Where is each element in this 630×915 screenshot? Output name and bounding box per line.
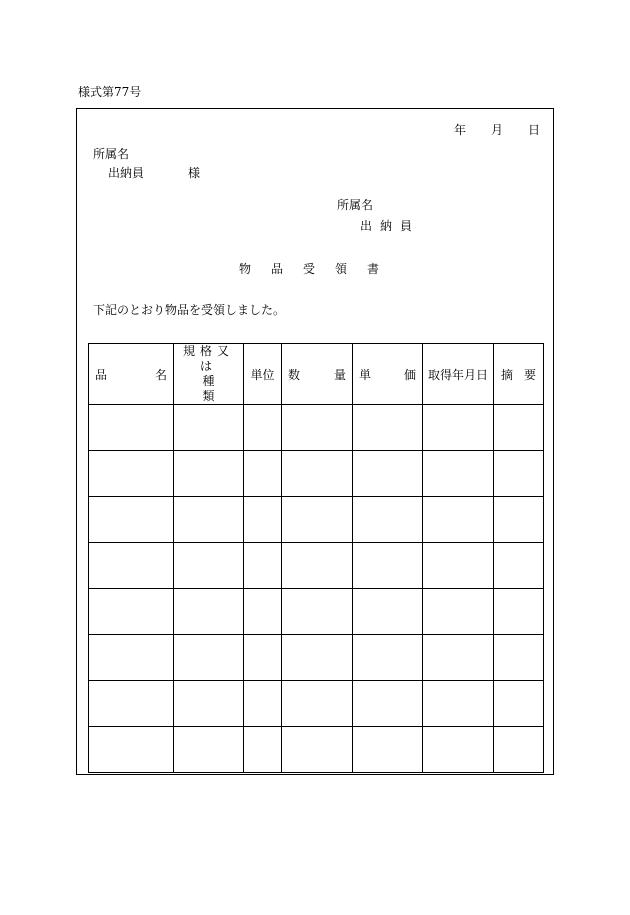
table-cell[interactable] [282, 727, 353, 773]
table-row [89, 589, 544, 635]
table-cell[interactable] [282, 635, 353, 681]
table-cell[interactable] [89, 497, 174, 543]
recipient-honorific: 様 [188, 166, 201, 180]
table-cell[interactable] [494, 681, 544, 727]
table-cell[interactable] [282, 681, 353, 727]
table-cell[interactable] [244, 681, 282, 727]
table-cell[interactable] [244, 497, 282, 543]
table-cell[interactable] [89, 405, 174, 451]
header-remarks-char1: 摘 [501, 367, 514, 382]
table-cell[interactable] [282, 543, 353, 589]
header-unit-price-char1: 単 [359, 367, 372, 382]
table-cell[interactable] [423, 681, 494, 727]
table-cell[interactable] [89, 681, 174, 727]
table-cell[interactable] [353, 635, 423, 681]
table-cell[interactable] [423, 405, 494, 451]
table-cell[interactable] [353, 497, 423, 543]
table-row [89, 635, 544, 681]
header-spec-line2-char2: 類 [202, 389, 215, 403]
table-cell[interactable] [244, 589, 282, 635]
table-cell[interactable] [174, 727, 244, 773]
document-title: 物品受領書 [239, 262, 400, 276]
table-row [89, 451, 544, 497]
table-cell[interactable] [244, 635, 282, 681]
table-cell[interactable] [244, 405, 282, 451]
table-cell[interactable] [494, 451, 544, 497]
table-cell[interactable] [423, 727, 494, 773]
table-row [89, 727, 544, 773]
table-cell[interactable] [174, 497, 244, 543]
recipient-cashier-label: 出納員 [108, 166, 145, 180]
table-cell[interactable] [244, 727, 282, 773]
table-cell[interactable] [353, 405, 423, 451]
table-row [89, 405, 544, 451]
header-unit-price [353, 344, 423, 405]
date-day-label: 日 [528, 123, 541, 137]
header-spec [174, 344, 244, 405]
table-row [89, 681, 544, 727]
table-cell[interactable] [174, 635, 244, 681]
table-cell[interactable] [423, 635, 494, 681]
sender-affiliation-label: 所属名 [337, 198, 374, 212]
items-table [88, 343, 544, 773]
table-cell[interactable] [89, 451, 174, 497]
table-cell[interactable] [494, 727, 544, 773]
table-cell[interactable] [89, 727, 174, 773]
header-unit [244, 344, 282, 405]
form-number: 様式第77号 [78, 85, 142, 99]
table-row [89, 497, 544, 543]
table-cell[interactable] [89, 543, 174, 589]
table-cell[interactable] [494, 543, 544, 589]
table-cell[interactable] [494, 497, 544, 543]
table-cell[interactable] [174, 543, 244, 589]
table-cell[interactable] [174, 451, 244, 497]
header-unit-label: 単位 [250, 367, 275, 382]
table-cell[interactable] [423, 451, 494, 497]
header-spec-line2-char1: 種 [202, 374, 215, 388]
header-spec-line1: 規格又は [182, 344, 234, 373]
table-cell[interactable] [89, 589, 174, 635]
table-cell[interactable] [494, 405, 544, 451]
table-cell[interactable] [423, 543, 494, 589]
table-cell[interactable] [423, 497, 494, 543]
table-cell[interactable] [282, 405, 353, 451]
table-cell[interactable] [494, 589, 544, 635]
table-cell[interactable] [244, 543, 282, 589]
table-cell[interactable] [282, 451, 353, 497]
header-item-name-char2: 名 [154, 367, 167, 382]
header-remarks-char2: 要 [523, 367, 536, 382]
table-cell[interactable] [353, 589, 423, 635]
header-item-name-char1: 品 [95, 367, 108, 382]
table-cell[interactable] [282, 589, 353, 635]
header-acquired-date-label: 取得年月日 [427, 367, 488, 382]
header-item-name [89, 344, 174, 405]
table-cell[interactable] [282, 497, 353, 543]
header-quantity-char2: 量 [333, 367, 346, 382]
table-row [89, 543, 544, 589]
table-header-row [89, 344, 544, 405]
recipient-affiliation-label: 所属名 [93, 147, 130, 161]
table-cell[interactable] [174, 681, 244, 727]
table-cell[interactable] [353, 451, 423, 497]
table-cell[interactable] [494, 635, 544, 681]
table-cell[interactable] [353, 543, 423, 589]
sender-cashier-label: 出納員 [360, 219, 421, 233]
receipt-statement: 下記のとおり物品を受領しました。 [93, 303, 286, 317]
header-unit-price-char2: 価 [403, 367, 416, 382]
table-cell[interactable] [89, 635, 174, 681]
date-month-label: 月 [491, 123, 504, 137]
date-year-label: 年 [454, 123, 467, 137]
table-cell[interactable] [353, 681, 423, 727]
header-remarks [494, 344, 544, 405]
header-quantity [282, 344, 353, 405]
header-acquired-date [423, 344, 494, 405]
table-cell[interactable] [423, 589, 494, 635]
header-quantity-char1: 数 [288, 367, 301, 382]
table-cell[interactable] [244, 451, 282, 497]
table-cell[interactable] [174, 405, 244, 451]
table-cell[interactable] [353, 727, 423, 773]
table-cell[interactable] [174, 589, 244, 635]
